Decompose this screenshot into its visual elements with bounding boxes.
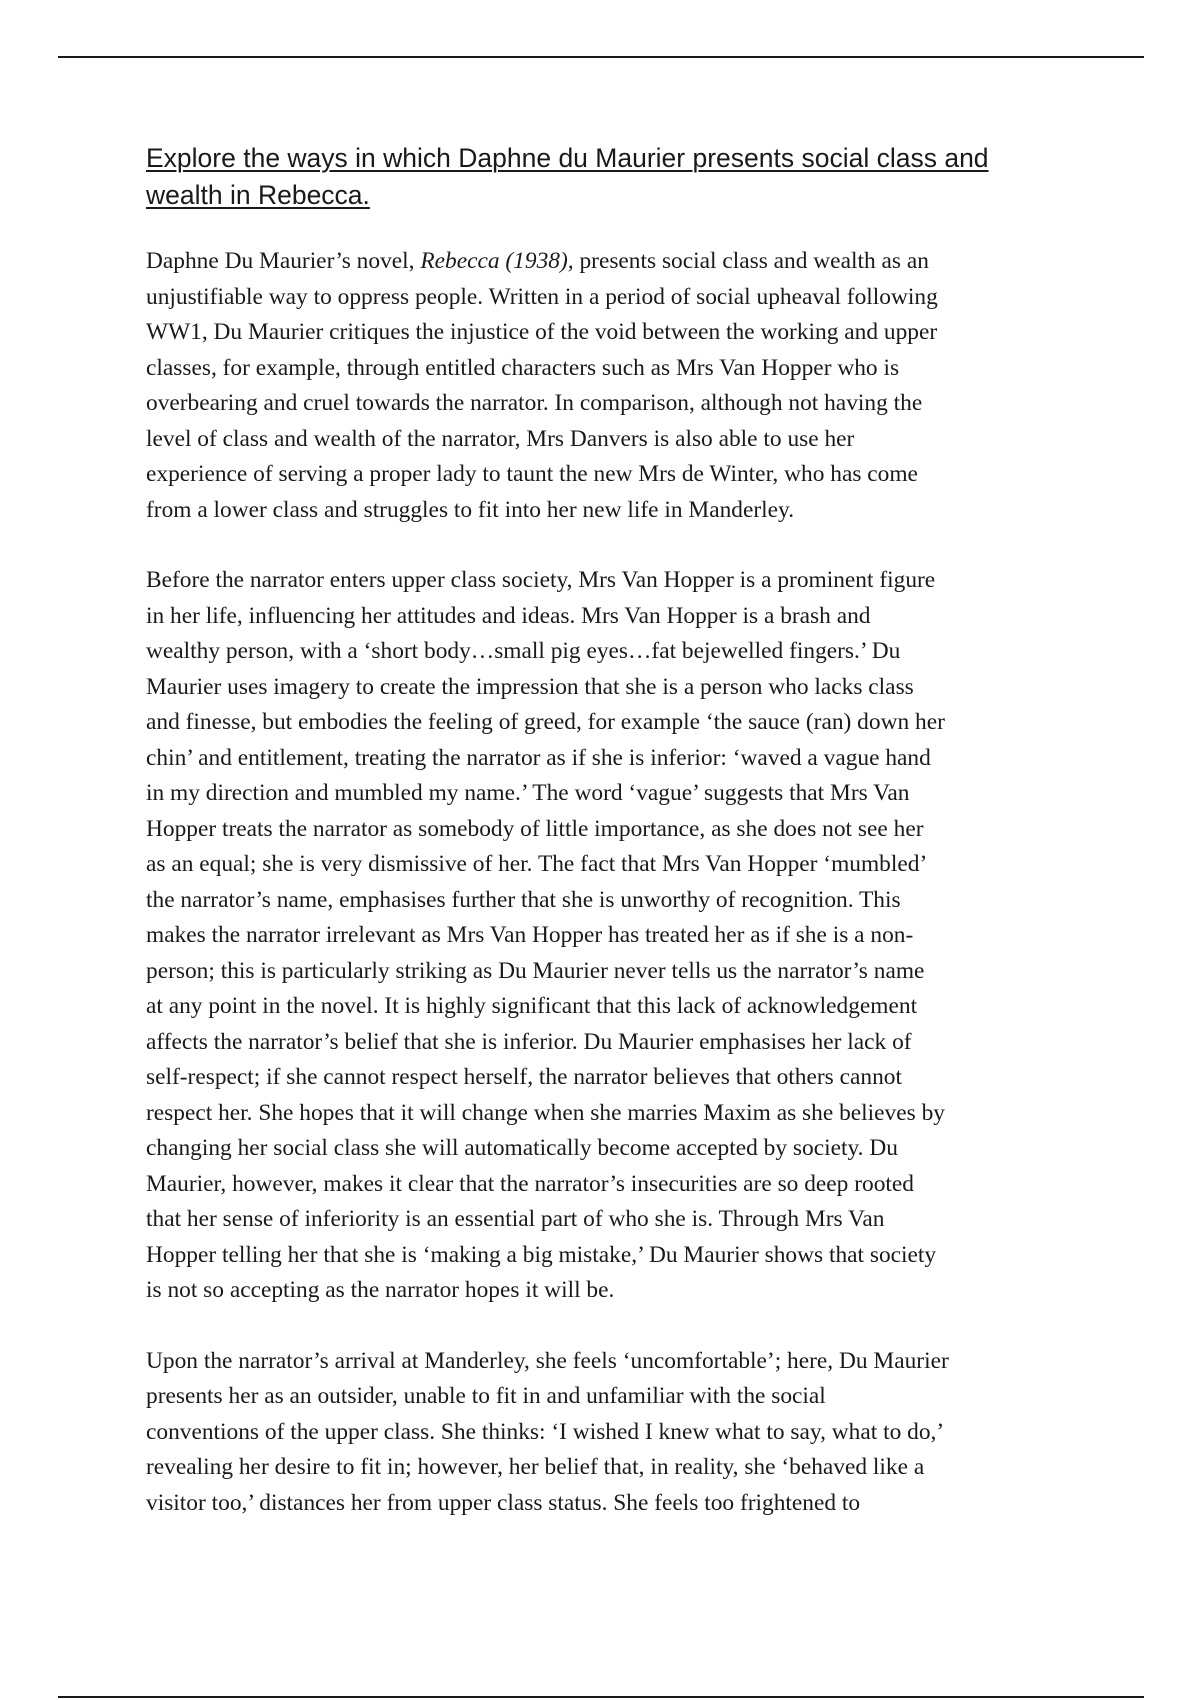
essay-title: Explore the ways in which Daphne du Maurier presents social class and wealth in Rebecca.: [146, 143, 989, 210]
paragraph-1-intro: Daphne Du Maurier’s novel,: [146, 248, 421, 274]
paragraph-3: Upon the narrator’s arrival at Manderley, she feels ‘uncomfortable’; here, Du Maurier presents her as an outsider, unable to fit in and unfamiliar with the social conventions of the upper class. She thinks: ‘I wished I knew what to say, what to do,’ revealing her desire to fit in; however, her belief that, in reality, she ‘behaved like a visitor too,’ distances her from upper class status. She feels too frightened to: [146, 1347, 949, 1516]
paragraph-1-book-title: Rebecca (1938),: [420, 248, 574, 274]
paragraph-2: Before the narrator enters upper class society, Mrs Van Hopper is a prominent figure in her life, influencing her attitudes and ideas. Mrs Van Hopper is a brash and wealthy person, with a ‘short body…small pig eyes…fat bejewelled fingers.’ Du Maurier uses imagery to create the impression that she is a person who lacks class and finesse, but embodies the feeling of greed, for example ‘the sauce (ran) down her chin’ and entitlement, treating the narrator as if she is inferior: ‘waved a vague hand in my direction and mumbled my name.’ The word ‘vague’ suggests that Mrs Van Hopper treats the narrator as somebody of little importance, as she does not see her as an equal; she is very dismissive of her. The fact that Mrs Van Hopper ‘mumbled’ the narrator’s name, emphasises further that she is unworthy of recognition. This makes the narrator irrelevant as Mrs Van Hopper has treated her as if she is a non- person; this is particularly striking as Du Maurier never tells us the narrator’s name at any point in the novel. It is highly significant that this lack of acknowledgement affects the narrator’s belief that she is inferior. Du Maurier emphasises her lack of self-respect; if she cannot respect herself, the narrator believes that others cannot respect her. She hopes that it will change when she marries Maxim as she believes by changing her social class she will automatically become accepted by society. Du Maurier, however, makes it clear that the narrator’s insecurities are so deep rooted that her sense of inferiority is an essential part of who she is. Through Mrs Van Hopper telling her that she is ‘making a big mistake,’ Du Maurier shows that society is not so accepting as the narrator hopes it will be.: [146, 567, 945, 1303]
paragraph-1-body: presents social class and wealth as an unjustifiable way to oppress people. Written in a period of social upheaval following WW1, Du Maurier critiques the injustice of the void between the working and upper classes, for example, through entitled characters such as Mrs Van Hopper who is overbearing and cruel towards the narrator. In comparison, although not having the level of class and wealth of the narrator, Mrs Danvers is also able to use her experience of serving a proper lady to taunt the new Mrs de Winter, who has come from a lower class and struggles to fit into her new life in Manderley.: [146, 248, 938, 523]
document-body: [146, 140, 1066, 1556]
paragraph-1: [146, 244, 1066, 528]
footer-rule: [58, 1696, 1144, 1698]
header-rule: [58, 56, 1144, 58]
